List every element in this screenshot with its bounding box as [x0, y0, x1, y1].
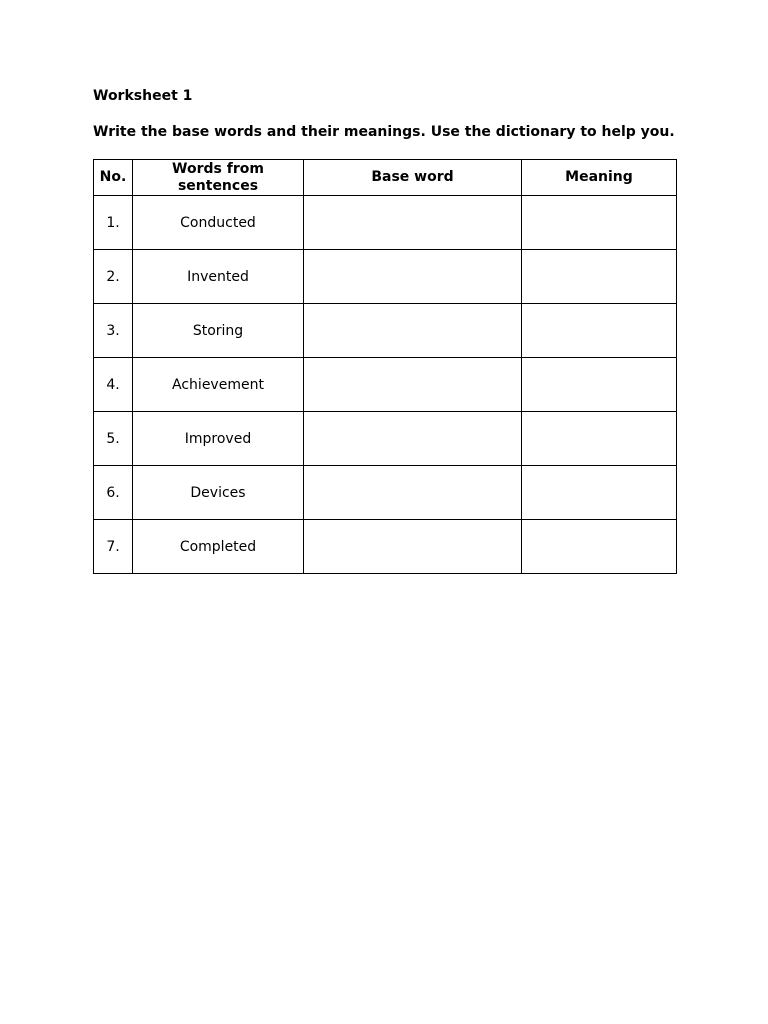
worksheet-title: Worksheet 1 [93, 88, 193, 104]
row-meaning-cell [522, 196, 677, 250]
row-word: Improved [133, 412, 304, 466]
row-base-word-cell [304, 304, 522, 358]
row-number: 4. [94, 358, 133, 412]
row-number: 5. [94, 412, 133, 466]
row-number: 2. [94, 250, 133, 304]
worksheet-instructions: Write the base words and their meanings. Use the dictionary to help you. [93, 124, 675, 140]
row-number: 1. [94, 196, 133, 250]
row-number: 6. [94, 466, 133, 520]
row-meaning-cell [522, 466, 677, 520]
row-base-word-cell [304, 196, 522, 250]
row-meaning-cell [522, 358, 677, 412]
row-base-word-cell [304, 466, 522, 520]
row-base-word-cell [304, 358, 522, 412]
table-row [94, 466, 677, 520]
row-word: Devices [133, 466, 304, 520]
row-number: 3. [94, 304, 133, 358]
table-header-row [94, 160, 677, 196]
row-base-word-cell [304, 520, 522, 574]
header-words-from-sentences: Words from sentences [133, 160, 304, 196]
row-meaning-cell [522, 520, 677, 574]
row-word: Completed [133, 520, 304, 574]
table-row [94, 412, 677, 466]
table-row [94, 250, 677, 304]
header-base-word: Base word [304, 160, 522, 196]
table-row [94, 520, 677, 574]
table-row [94, 196, 677, 250]
table-row [94, 304, 677, 358]
row-base-word-cell [304, 250, 522, 304]
row-meaning-cell [522, 412, 677, 466]
row-word: Achievement [133, 358, 304, 412]
worksheet-table [93, 159, 677, 574]
row-number: 7. [94, 520, 133, 574]
row-word: Storing [133, 304, 304, 358]
header-meaning: Meaning [522, 160, 677, 196]
row-meaning-cell [522, 250, 677, 304]
table-row [94, 358, 677, 412]
row-word: Conducted [133, 196, 304, 250]
row-word: Invented [133, 250, 304, 304]
header-no: No. [94, 160, 133, 196]
row-base-word-cell [304, 412, 522, 466]
row-meaning-cell [522, 304, 677, 358]
